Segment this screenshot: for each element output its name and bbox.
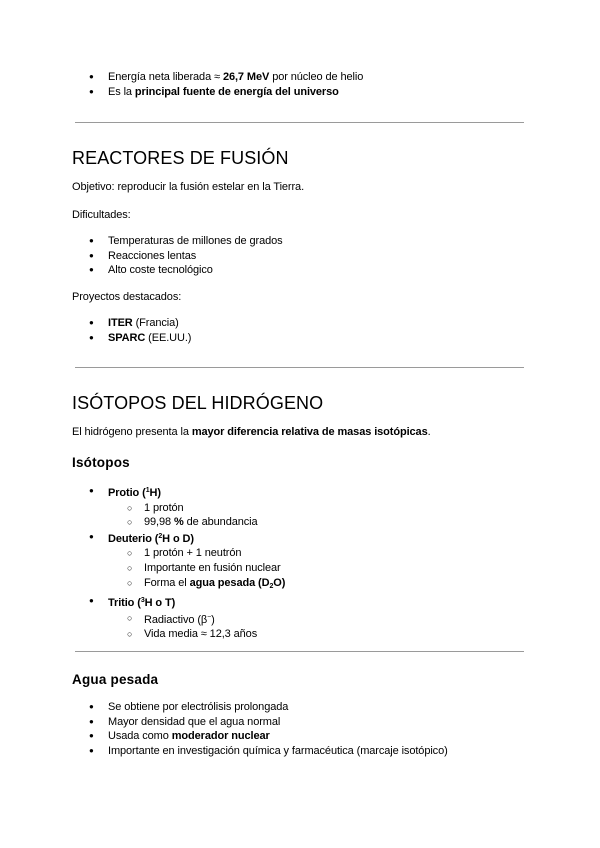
sublist-item: ○ 1 protón (72, 501, 528, 516)
dificultades-list (72, 234, 528, 278)
sublist-item: ○ 99,98 % de abundancia (72, 515, 528, 530)
proyectos-block (72, 316, 528, 345)
proyectos-list (72, 316, 528, 345)
tritio-sublist (72, 611, 528, 642)
list-item-deuterio: ● Deuterio ($^2$H o D) (72, 530, 528, 547)
list-item: ● ITER (Francia) (72, 316, 528, 331)
isotopos-heading-block (72, 392, 528, 414)
list-item: ● Alto coste tecnológico (72, 263, 528, 278)
section-title-reactores: REACTORES DE FUSIÓN (72, 148, 289, 168)
isotopos-list (72, 594, 528, 611)
list-item-protio: ● Protio ($^1$H) (72, 484, 528, 501)
list-item: ● Usada como moderador nuclear (72, 729, 528, 744)
subsection-title-isotopos: Isótopos (72, 455, 130, 470)
sublist-item: ○ Forma el agua pesada $(D_2O)$ (72, 576, 528, 595)
isotopos-list (72, 530, 528, 547)
sublist-item: ○ Vida media ≈ 12,3 años (72, 627, 528, 642)
dificultades-label: Dificultades: (72, 209, 131, 221)
divider (75, 651, 524, 652)
deuterio-sublist (72, 546, 528, 594)
sublist-item: ○ Radiactivo (β−) (72, 611, 528, 628)
subsection-title-agua: Agua pesada (72, 672, 159, 687)
objetivo-text: Objetivo: reproducir la fusión estelar en la Tierra. (72, 181, 305, 193)
list-item: ● SPARC (EE.UU.) (72, 331, 528, 346)
intro-section (72, 70, 528, 99)
isotopos-list-block (72, 484, 528, 642)
dificultades-block (72, 234, 528, 278)
reactores-heading-block (72, 147, 528, 169)
isotopos-list (72, 484, 528, 501)
agua-heading-block (72, 671, 528, 688)
list-item: ● Mayor densidad que el agua normal (72, 715, 528, 730)
isotopos-intro: El hidrógeno presenta la mayor diferencia relativa de masas isotópicas. (72, 426, 431, 438)
proyectos-label-block (72, 290, 528, 305)
dificultades-label-block (72, 208, 528, 223)
reactores-objetivo-block (72, 180, 528, 195)
list-item: ● Temperaturas de millones de grados (72, 234, 528, 249)
list-item: ● Energía neta liberada ≈ 26,7 MeV por núcleo de helio (72, 70, 528, 85)
isotopos-subheading-block (72, 454, 528, 471)
agua-list-block (72, 700, 528, 758)
sublist-item: ○ 1 protón + 1 neutrón (72, 546, 528, 561)
agua-list (72, 700, 528, 758)
isotopos-intro-block (72, 425, 528, 440)
divider (75, 367, 524, 368)
list-item: ● Reacciones lentas (72, 249, 528, 264)
protio-sublist (72, 501, 528, 530)
intro-list (72, 70, 528, 99)
section-title-isotopos: ISÓTOPOS DEL HIDRÓGENO (72, 393, 324, 413)
sublist-item: ○ Importante en fusión nuclear (72, 561, 528, 576)
list-item-tritio: ● Tritio ($^3$H o T) (72, 594, 528, 611)
list-item: ● Es la principal fuente de energía del universo (72, 85, 528, 100)
list-item: ● Se obtiene por electrólisis prolongada (72, 700, 528, 715)
proyectos-label: Proyectos destacados: (72, 291, 182, 303)
list-item: ● Importante en investigación química y farmacéutica (marcaje isotópico) (72, 744, 528, 759)
divider (75, 122, 524, 123)
